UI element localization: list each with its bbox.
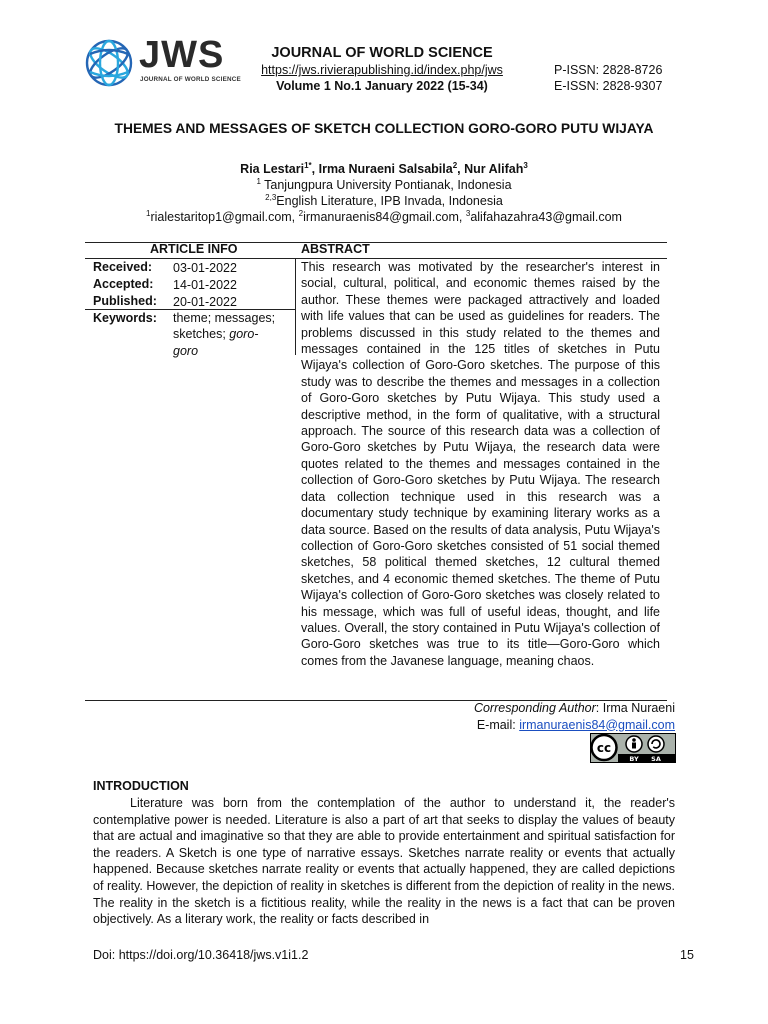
author-block (0, 161, 768, 225)
introduction-heading: INTRODUCTION (93, 779, 189, 793)
sa-label: SA (651, 755, 661, 763)
logo-subtitle: JOURNAL OF WORLD SCIENCE (140, 76, 241, 83)
corresponding-name: : Irma Nuraeni (595, 701, 675, 715)
cc-mark: cc (596, 741, 612, 755)
received-date: 03-01-2022 (173, 261, 237, 275)
journal-name: JOURNAL OF WORLD SCIENCE (271, 45, 493, 61)
affiliation-2: $^{2,3}$English Literature, IPB Invada, Indonesia (265, 192, 503, 208)
corresponding-email-link[interactable]: irmanuraenis84@gmail.com (519, 717, 675, 732)
received-label: Received: (93, 260, 153, 274)
introduction-paragraph: Literature was born from the contemplation of the author to understand it, the reader's contemplative power is needed. Literature is also a part of art that seeks to display the values of beauty that are actual and imaginative so that they are able to provide entertainment and spiritual satisfaction for the readers. A Sketch is one type of narrative essays. Sketches narrate reality or events that actually happened. Because sketches narrate reality or events that actually happened, they are called depictions of reality. However, the depiction of reality in sketches is different from the depiction of reality in the news. The reality in the sketch is a fictitious reality, while the reality in the news is a fact that can be proven objectively. As a literary work, the reality or facts described in (93, 796, 675, 927)
article-info-heading: ARTICLE INFO (150, 242, 238, 256)
logo-wordmark: JWS (139, 34, 225, 76)
journal-url-link[interactable]: https://jws.rivierapublishing.id/index.php/jws (261, 63, 503, 77)
corresponding-label: Corresponding Author (473, 701, 596, 715)
journal-logo (82, 34, 244, 92)
published-date: 20-01-2022 (173, 295, 237, 309)
author-emails: $^1$rialestaritop1@gmail.com, $^2$irmanuraenis84@gmail.com, $^3$alifahazahra43@gmail.com (146, 208, 622, 224)
affiliation-1: $^1$ Tanjungpura University Pontianak, Indonesia (256, 176, 512, 192)
published-label: Published: (93, 294, 157, 308)
page-number: 15 (680, 948, 694, 962)
introduction-body (93, 795, 675, 928)
keywords-list: theme; messages; sketches; goro-goro (173, 311, 276, 358)
journal-volume: Volume 1 No.1 January 2022 (15-34) (276, 79, 488, 93)
abstract-heading: ABSTRACT (301, 242, 370, 256)
journal-header (244, 44, 520, 94)
table-column-divider (295, 258, 296, 355)
issn-block (554, 62, 662, 94)
abstract-text: This research was motivated by the researcher's interest in social, cultural, political, and economic themes raised by the author. These themes were packaged attractively and loaded with life values that can be used as guidelines for readers. The problems discussed in this study related to the themes and messages contained in the 125 titles of sketches in Putu Wijaya's collection of Goro-Goro sketches. The purpose of this study was to describe the themes and messages in a collection of Goro-Goro sketches by Putu Wijaya. This study used a descriptive method, in the form of qualitative, with a structural approach. The source of this research data was a collection of Goro-Goro sketches by Putu Wijaya, the research data were quotes related to the themes and messages contained in the collection of Goro-Goro sketches by Putu Wijaya. The research data collection technique used in this research was a documentary study technique by examining literary works as a data source. Based on the results of data analysis, Putu Wijaya's collection of Goro-Goro sketches consisted of 51 social themed sketches, 58 political themed sketches, 12 cultural themed sketches, and 4 economic themed sketches. The theme of Putu Wijaya's collection of Goro-Goro sketches was closely related to his message, which was full of useful ideas, thought, and life values. Overall, the story contained in Putu Wijaya's collection of Goro-Goro sketches was true to its title—Goro-Goro which comes from the Javanese language, meaning chaos. (301, 260, 660, 668)
author-2: Irma Nuraeni Salsabila (318, 162, 453, 176)
doi-footer: Doi: https://doi.org/10.36418/jws.v1i1.2 (93, 948, 309, 962)
p-issn: P-ISSN: 2828-8726 (554, 63, 663, 77)
corresponding-author: Corresponding Author: Irma Nuraeni E-mail: irmanuraenis84@gmail.com (473, 701, 675, 732)
accepted-date: 14-01-2022 (173, 278, 237, 292)
e-issn: E-ISSN: 2828-9307 (554, 79, 663, 93)
paper-title: THEMES AND MESSAGES OF SKETCH COLLECTION GORO-GORO PUTU WIJAYA (114, 121, 654, 136)
share-alike-icon (648, 736, 664, 752)
author-1: Ria Lestari (240, 162, 305, 176)
author-names: Ria Lestari$^{1*}$, Irma Nuraeni Salsabila$^2$, Nur Alifah$^3$ (240, 160, 528, 176)
keywords-label: Keywords: (93, 311, 157, 325)
by-label: BY (629, 755, 639, 763)
cc-by-sa-license-icon[interactable] (590, 733, 676, 763)
accepted-label: Accepted: (93, 277, 154, 291)
author-3: Nur Alifah (464, 162, 524, 176)
globe-logo-icon (82, 34, 138, 92)
